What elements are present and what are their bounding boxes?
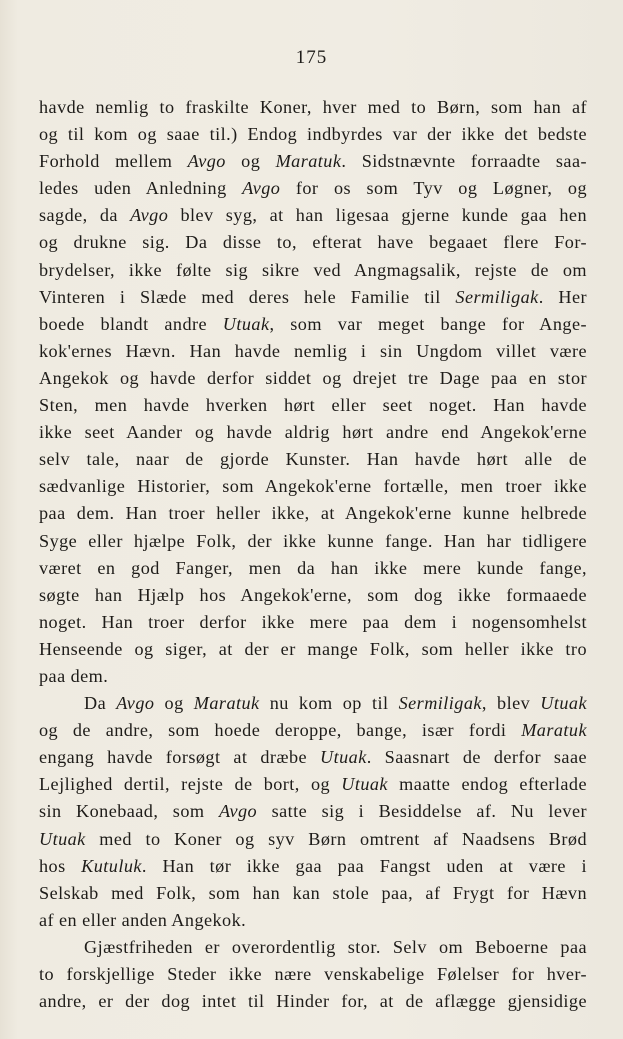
text-line xyxy=(39,365,587,392)
page-number: 175 xyxy=(295,47,328,68)
text-segment: satte sig i Besiddelse af. Nu lever xyxy=(257,801,587,822)
text-segment: selv tale, naar de gjorde Kunster. Han havde hørt alle de xyxy=(39,449,587,470)
text-line xyxy=(39,473,587,500)
text-segment: og xyxy=(154,693,194,714)
italic-name: Utuak xyxy=(222,313,270,334)
italic-name: Utuak xyxy=(540,693,587,714)
text-line xyxy=(39,690,587,717)
text-segment: været en god Fanger, men da han ikke mere kunde fange, xyxy=(39,557,587,578)
text-line xyxy=(39,853,587,880)
italic-name: Avgo xyxy=(187,151,226,172)
text-line xyxy=(39,744,587,771)
text-line xyxy=(39,392,587,419)
text-line xyxy=(39,284,587,311)
text-segment: paa dem. Han troer heller ikke, at Angekok'erne kunne helbrede xyxy=(39,503,587,524)
text-line xyxy=(39,148,587,175)
text-segment: andre, er der dog intet til Hinder for, at de aflægge gjensidige xyxy=(39,991,587,1012)
text-line xyxy=(39,826,587,853)
text-line xyxy=(39,528,587,555)
italic-name: Maratuk xyxy=(521,720,587,741)
text-segment: . Han tør ikke gaa paa Fangst uden at være i xyxy=(141,855,587,876)
text-segment: og de andre, som hoede deroppe, bange, især fordi xyxy=(39,720,522,741)
text-line xyxy=(39,94,587,121)
text-line xyxy=(39,961,587,988)
text-line xyxy=(39,636,587,663)
italic-name: Avgo xyxy=(218,801,258,822)
text-line xyxy=(39,338,587,365)
body-text xyxy=(39,94,587,1015)
text-segment: , som var meget bange for Ange- xyxy=(269,313,587,334)
text-segment: brydelser, ikke følte sig sikre ved Angmagsalik, rejste de om xyxy=(39,259,587,280)
text-segment: søgte han Hjælp hos Angekok'erne, som dog ikke formaaede xyxy=(39,584,587,605)
italic-name: Sermiligak xyxy=(455,286,539,307)
italic-name: Sermiligak xyxy=(398,693,482,714)
text-segment: Vinteren i Slæde med deres hele Familie til xyxy=(39,286,456,307)
text-segment: med to Koner og syv Børn omtrent af Naadsens Brød xyxy=(85,828,587,849)
text-segment: og til kom og saae til.) Endog indbyrdes var der ikke det bedste xyxy=(39,124,587,145)
text-segment: maatte endog efterlade xyxy=(387,774,587,795)
text-line xyxy=(39,419,587,446)
text-segment: af en eller anden Angekok. xyxy=(39,909,247,930)
text-line xyxy=(39,771,587,798)
text-segment: havde nemlig to fraskilte Koner, hver med to Børn, som han af xyxy=(39,97,587,117)
text-line xyxy=(39,609,587,636)
text-segment: Henseende og siger, at der er mange Folk, som heller ikke tro xyxy=(39,638,587,659)
text-line xyxy=(39,311,587,338)
text-line xyxy=(39,257,587,284)
text-line xyxy=(39,582,587,609)
text-segment: boede blandt andre xyxy=(39,313,223,334)
text-line xyxy=(39,446,587,473)
text-line xyxy=(39,988,587,1015)
text-segment: noget. Han troer derfor ikke mere paa dem i nogensomhelst xyxy=(39,611,587,632)
text-segment: Selskab med Folk, som han kan stole paa, af Frygt for Hævn xyxy=(39,882,587,903)
italic-name: Maratuk xyxy=(193,693,260,714)
text-segment: engang havde forsøgt at dræbe xyxy=(39,747,321,768)
text-segment: blev syg, at han ligesaa gjerne kunde gaa hen xyxy=(168,205,587,226)
text-segment: , blev xyxy=(481,693,541,714)
italic-name: Maratuk xyxy=(275,151,342,172)
text-segment: . Her xyxy=(538,286,587,307)
text-segment: sin Konebaad, som xyxy=(39,801,219,822)
text-segment: og drukne sig. Da disse to, efterat have begaaet flere For- xyxy=(39,232,587,253)
text-segment: Lejlighed dertil, rejste de bort, og xyxy=(39,774,342,795)
text-segment: hos xyxy=(39,855,82,876)
text-segment: kok'ernes Hævn. Han havde nemlig i sin Ungdom villet være xyxy=(39,340,587,361)
text-segment: . Saasnart de derfor saae xyxy=(366,747,587,768)
italic-name: Utuak xyxy=(39,828,86,849)
text-line xyxy=(39,717,587,744)
text-segment: sagde, da xyxy=(39,205,131,226)
text-segment: sædvanlige Historier, som Angekok'erne fortælle, men troer ikke xyxy=(39,476,587,497)
text-segment: Syge eller hjælpe Folk, der ikke kunne fange. Han har tidligere xyxy=(39,530,587,551)
text-segment: paa dem. xyxy=(39,665,109,686)
text-segment: Da xyxy=(84,693,117,714)
text-line xyxy=(39,500,587,527)
text-line xyxy=(39,934,587,961)
text-line xyxy=(39,175,587,202)
text-segment: . Sidstnævnte forraadte saa- xyxy=(341,151,587,172)
text-line xyxy=(39,555,587,582)
text-line xyxy=(39,229,587,256)
italic-name: Avgo xyxy=(242,178,281,199)
text-segment: Gjæstfriheden er overordentlig stor. Selv om Beboerne paa xyxy=(84,936,587,957)
text-segment: for os som Tyv og Løgner, og xyxy=(280,178,587,199)
italic-name: Kutuluk xyxy=(81,855,142,876)
text-segment: ikke seet Aander og havde aldrig hørt andre end Angekok'erne xyxy=(39,422,587,443)
italic-name: Utuak xyxy=(320,747,367,768)
text-segment: Sten, men havde hverken hørt eller seet noget. Han havde xyxy=(39,395,587,416)
text-segment: Angekok og havde derfor siddet og drejet tre Dage paa en stor xyxy=(39,367,587,388)
italic-name: Avgo xyxy=(116,693,155,714)
italic-name: Utuak xyxy=(341,774,388,795)
text-segment: nu kom op til xyxy=(259,693,399,714)
text-segment: Forhold mellem xyxy=(39,151,188,172)
text-line xyxy=(39,121,587,148)
text-segment: to forskjellige Steder ikke nære venskabelige Følelser for hver- xyxy=(39,964,587,984)
italic-name: Avgo xyxy=(130,205,169,226)
text-line xyxy=(39,798,587,825)
text-line xyxy=(39,663,587,690)
text-segment: og xyxy=(225,151,276,172)
text-segment: ledes uden Anledning xyxy=(39,178,243,199)
text-line xyxy=(39,880,587,907)
text-line xyxy=(39,907,587,934)
text-line xyxy=(39,202,587,229)
